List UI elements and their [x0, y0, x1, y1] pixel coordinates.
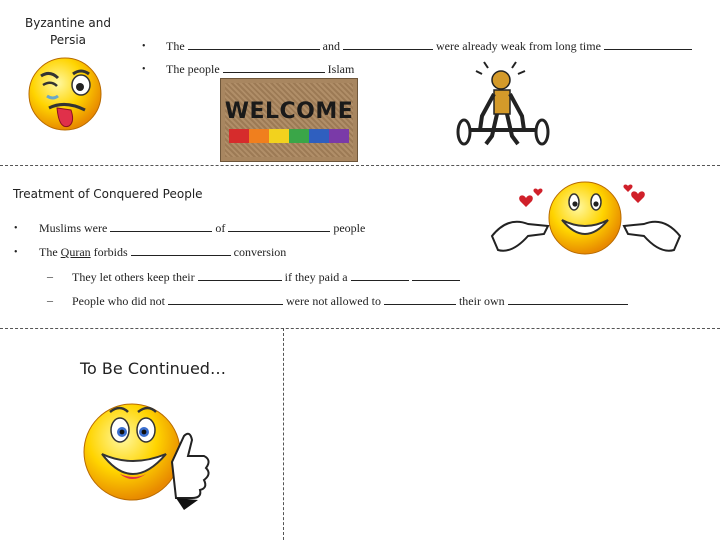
bullet-marker: •: [142, 41, 146, 52]
text-keep-their: They let others keep their: [72, 270, 195, 284]
fill-blank[interactable]: [343, 38, 433, 50]
fill-blank[interactable]: [198, 269, 282, 281]
bullet-marker: •: [14, 247, 18, 258]
weightlifter-stick-figure-icon: [452, 58, 554, 152]
section-divider: [0, 165, 720, 166]
fill-blank[interactable]: [168, 293, 283, 305]
bullet-the-people: [166, 61, 354, 77]
to-be-continued-text: To Be Continued…: [80, 359, 226, 378]
fill-blank[interactable]: [188, 38, 320, 50]
text-did-not: People who did not: [72, 294, 165, 308]
welcome-mat-image: [220, 78, 358, 162]
bullet-muslims-were: [39, 220, 365, 236]
fill-blank[interactable]: [604, 38, 692, 50]
section-title-line2: Persia: [49, 33, 87, 47]
section-divider: [0, 328, 720, 329]
welcome-mat-text: WELCOME: [224, 99, 354, 124]
text-weak: were already weak from long time: [435, 39, 601, 53]
text-people: people: [333, 221, 366, 235]
fill-blank[interactable]: [228, 220, 330, 232]
section-title: [22, 15, 114, 49]
text-quran: Quran: [60, 245, 91, 259]
sick-smiley-icon: [25, 52, 105, 134]
text-if-paid: if they paid a: [284, 270, 348, 284]
fill-blank[interactable]: [508, 293, 628, 305]
text-and: and: [322, 39, 340, 53]
text-islam: Islam: [327, 62, 355, 76]
text-of: of: [215, 221, 226, 235]
sub-bullet-dash: –: [47, 293, 53, 307]
text-the-people: The people: [166, 62, 220, 76]
bullet-byzantine-persia: [166, 38, 692, 54]
text-muslims-were: Muslims were: [39, 221, 108, 235]
fill-blank[interactable]: [384, 293, 456, 305]
text-the: The: [166, 39, 185, 53]
fill-blank[interactable]: [131, 244, 231, 256]
fill-blank[interactable]: [110, 220, 212, 232]
sub-bullet-did-not: [72, 293, 628, 309]
fill-blank[interactable]: [351, 269, 409, 281]
text-conversion: conversion: [233, 245, 287, 259]
section-heading: Treatment of Conquered People: [13, 187, 203, 201]
sub-bullet-dash: –: [47, 269, 53, 283]
column-divider: [283, 328, 284, 540]
text-forbids: forbids: [93, 245, 128, 259]
sub-bullet-keep-religion: [72, 269, 460, 285]
text-their-own: their own: [458, 294, 505, 308]
welcoming-smiley-icon: [488, 176, 684, 262]
rainbow-stripe: [229, 129, 349, 143]
bullet-marker: •: [142, 64, 146, 75]
section-title-line1: Byzantine and: [24, 16, 111, 30]
fill-blank[interactable]: [412, 269, 460, 281]
text-the: The: [39, 245, 58, 259]
bullet-quran-forbids: [39, 244, 286, 260]
bullet-marker: •: [14, 223, 18, 234]
thumbs-up-smiley-icon: [80, 398, 220, 518]
fill-blank[interactable]: [223, 61, 325, 73]
text-not-allowed: were not allowed to: [286, 294, 381, 308]
